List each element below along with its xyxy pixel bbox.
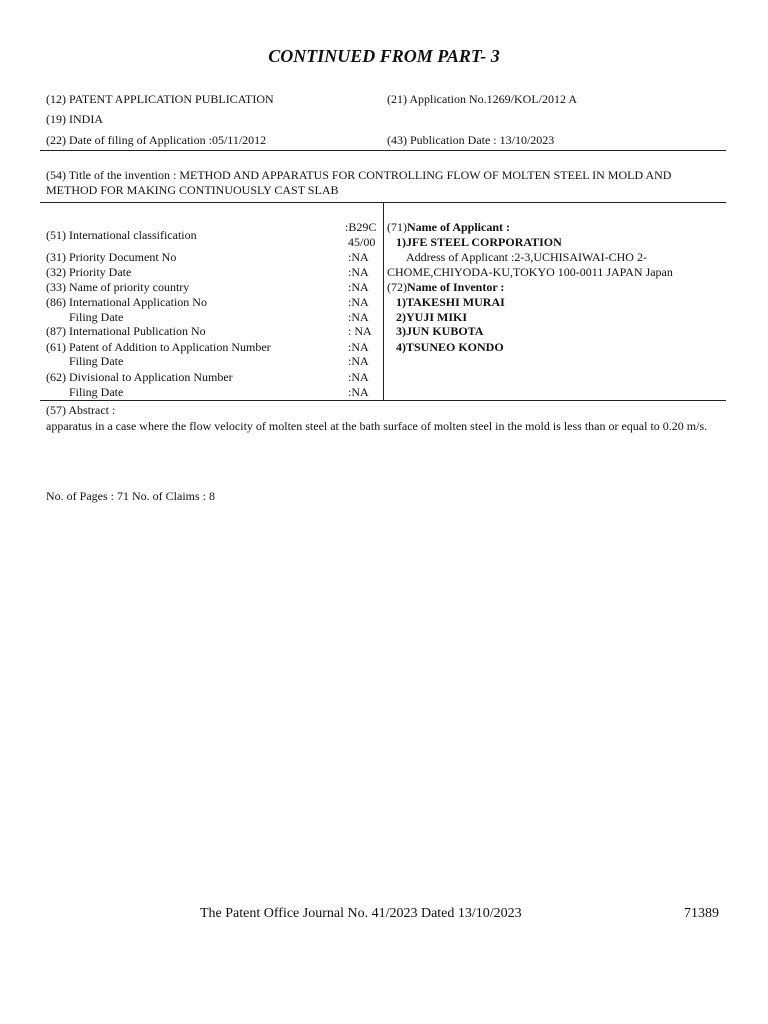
- field-label-patent-of-addition: (61) Patent of Addition to Application Number: [46, 340, 271, 354]
- inventor-prefix: (72): [387, 280, 407, 294]
- field-value-international-application: :NA: [348, 295, 369, 309]
- field-label-priority-document: (31) Priority Document No: [46, 250, 177, 264]
- field-label-filing-date-1: Filing Date: [69, 310, 124, 324]
- field-value-international-classification-1: :B29C: [345, 220, 377, 234]
- applicant-address-line2: CHOME,CHIYODA-KU,TOKYO 100-0011 JAPAN Japan: [387, 265, 673, 279]
- publication-date: (43) Publication Date : 13/10/2023: [387, 133, 555, 147]
- divider-abstract: [40, 400, 726, 401]
- inventor-name-1: 1)TAKESHI MURAI: [396, 295, 505, 309]
- field-value-patent-of-addition: :NA: [348, 340, 369, 354]
- pages-and-claims: No. of Pages : 71 No. of Claims : 8: [46, 489, 215, 503]
- applicant-address-line1: Address of Applicant :2-3,UCHISAIWAI-CHO 2-: [406, 250, 647, 264]
- application-number: (21) Application No.1269/KOL/2012 A: [387, 92, 577, 106]
- field-value-international-publication: : NA: [348, 324, 372, 338]
- divider-header: [40, 150, 726, 151]
- field-value-filing-date-2: :NA: [348, 354, 369, 368]
- country: (19) INDIA: [46, 112, 103, 126]
- column-divider: [383, 202, 384, 400]
- field-label-priority-date: (32) Priority Date: [46, 265, 132, 279]
- field-value-priority-document: :NA: [348, 250, 369, 264]
- abstract-text: apparatus in a case where the flow velocity of molten steel at the bath surface of molten steel in the mold is less than or equal to 0.20 m/s.: [46, 419, 708, 433]
- journal-footer: The Patent Office Journal No. 41/2023 Dated 13/10/2023: [200, 906, 522, 921]
- field-value-filing-date-1: :NA: [348, 310, 369, 324]
- applicant-heading-label: Name of Applicant :: [407, 220, 510, 234]
- inventor-heading: [387, 280, 504, 295]
- inventor-name-4: 4)TSUNEO KONDO: [396, 340, 504, 354]
- publication-type: (12) PATENT APPLICATION PUBLICATION: [46, 92, 274, 106]
- inventor-heading-label: Name of Inventor :: [407, 280, 505, 294]
- field-value-filing-date-3: :NA: [348, 385, 369, 399]
- field-value-priority-date: :NA: [348, 265, 369, 279]
- applicant-name: 1)JFE STEEL CORPORATION: [396, 235, 562, 249]
- inventor-name-2: 2)YUJI MIKI: [396, 310, 467, 324]
- inventor-name-3: 3)JUN KUBOTA: [396, 324, 484, 338]
- abstract-label: (57) Abstract :: [46, 403, 116, 417]
- field-label-filing-date-3: Filing Date: [69, 385, 124, 399]
- continued-heading: CONTINUED FROM PART- 3: [268, 46, 500, 66]
- field-label-divisional: (62) Divisional to Application Number: [46, 370, 233, 384]
- page-number: 71389: [684, 906, 719, 921]
- invention-title: (54) Title of the invention : METHOD AND APPARATUS FOR CONTROLLING FLOW OF MOLTEN STEEL IN MOLD AND METHOD FOR MAKING CONTINUOUSLY CAST SLAB: [46, 168, 672, 197]
- field-value-priority-country: :NA: [348, 280, 369, 294]
- field-label-international-application: (86) International Application No: [46, 295, 207, 309]
- field-label-international-classification: (51) International classification: [46, 228, 197, 242]
- field-label-international-publication: (87) International Publication No: [46, 324, 206, 338]
- field-value-divisional: :NA: [348, 370, 369, 384]
- filing-date: (22) Date of filing of Application :05/11/2012: [46, 133, 267, 147]
- applicant-prefix: (71): [387, 220, 407, 234]
- field-value-international-classification-2: 45/00: [348, 235, 376, 249]
- field-label-filing-date-2: Filing Date: [69, 354, 124, 368]
- field-label-priority-country: (33) Name of priority country: [46, 280, 190, 294]
- applicant-heading: [387, 220, 510, 235]
